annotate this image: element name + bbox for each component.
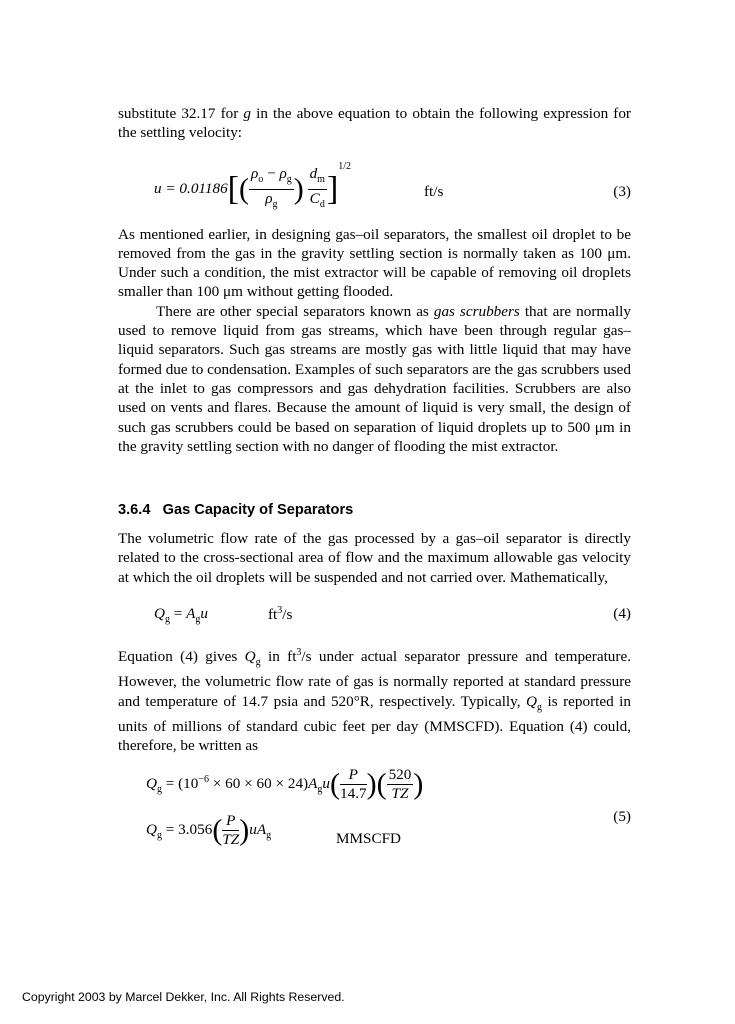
page-body: [118, 104, 631, 866]
eq5-number: (5): [613, 807, 631, 825]
equation-4: [118, 587, 631, 643]
equation-3-math: u = 0.01186[( $\frac{\rho_o - \rho_g}{\rho_g}$ ) $\frac{d_m}{C_d}$ ]$^{1/2}$: [154, 161, 351, 214]
intro-text-1: substitute 32.17 for: [118, 105, 244, 122]
paragraph-mist-extractor: As mentioned earlier, in designing gas–oil separators, the smallest oil droplet to be removed from the gas in the gravity settling section is normally taken as 100 μm. Under such a condition, the mist extractor will be capable of removing oil droplets smaller than 100 μm without getting flooded.: [118, 225, 631, 301]
copyright-footer: Copyright 2003 by Marcel Dekker, Inc. All Rights Reserved.: [22, 990, 345, 1004]
section-number: 3.6.4: [118, 502, 151, 519]
equation-3: [118, 155, 631, 223]
equation-4-math: $Q_g = A_gu$: [154, 605, 209, 626]
paragraph-volumetric-flow: The volumetric flow rate of the gas processed by a gas–oil separator is directly related to the cross-sectional area of flow and the maximum allowable gas velocity at which the oil droplets will be suspended and not carried over. Mathematically,: [118, 530, 631, 586]
eq4-unit: $ft^3/s$: [268, 605, 293, 624]
eq5-frac-p-tz: $\frac{P}{TZ}$: [222, 811, 240, 848]
term-gas-scrubbers: gas scrubbers: [433, 302, 520, 320]
eq3-number: (3): [613, 182, 631, 200]
eq5-frac-p-147: $\frac{P}{14.7}$: [340, 765, 367, 802]
paragraph-standard-conditions: Equation (4) gives $Q_g$ in $ft^3/s$ under actual separator pressure and temperature. However, the volumetric flow rate of gas is normally reported at standard pressure and temperature of 14.7 psia and 520°R, respectively. Typically, $Q_g$ is reported in units of millions of standard cubic feet per day (MMSCFD). Equation (4) could, therefore, be written as: [118, 647, 631, 755]
intro-var-g: g: [243, 105, 251, 122]
equation-5-line-2: $Q_g = 3.056$( $\frac{P}{TZ}$ )$uA_g$: [146, 811, 272, 848]
eq3-lhs: u = 0.01186: [154, 179, 228, 197]
equation-5: [118, 766, 631, 866]
eq3-density-fraction: $\frac{\rho_o - \rho_g}{\rho_g}$: [251, 164, 292, 210]
section-title: Gas Capacity of Separators: [162, 502, 354, 519]
eq3-unit: ft/s: [424, 182, 444, 200]
intro-paragraph: [118, 104, 631, 143]
intro-text-2: in the above equation to obtain the following expression for the settling velocity:: [118, 105, 631, 142]
eq4-number: (4): [613, 605, 631, 623]
equation-5-line-1: $Q_g = (10^{-6} \times 60 \times 60 \times 24)A_gu$( $\frac{P}{14.7}$ )( $\frac{520}{TZ}$ ): [146, 765, 424, 802]
eq3-dm-cd-fraction: $\frac{d_m}{C_d}$: [309, 164, 325, 210]
section-heading: [118, 502, 631, 518]
paragraph-gas-scrubbers: There are other special separators known as gas scrubbers that are normally used to remove liquid from gas streams, which have been through regular gas–liquid separators. Such gas streams are mostly gas with little liquid that may have formed due to condensation. Examples of such separators are the gas scrubbers used at the inlet to gas compressors and gas dehydration facilities. Scrubbers are also used on vents and flares. Because the amount of liquid is very small, the design of such gas scrubbers could be based on separation of liquid droplets up to 500 μm in the gravity settling section with no danger of flooding the mist extractor.: [118, 302, 631, 455]
eq3-exponent: 1/2: [338, 160, 352, 172]
eq5-frac-520-tz: $\frac{520}{TZ}$: [388, 765, 412, 802]
eq5-unit: MMSCFD: [336, 829, 401, 847]
